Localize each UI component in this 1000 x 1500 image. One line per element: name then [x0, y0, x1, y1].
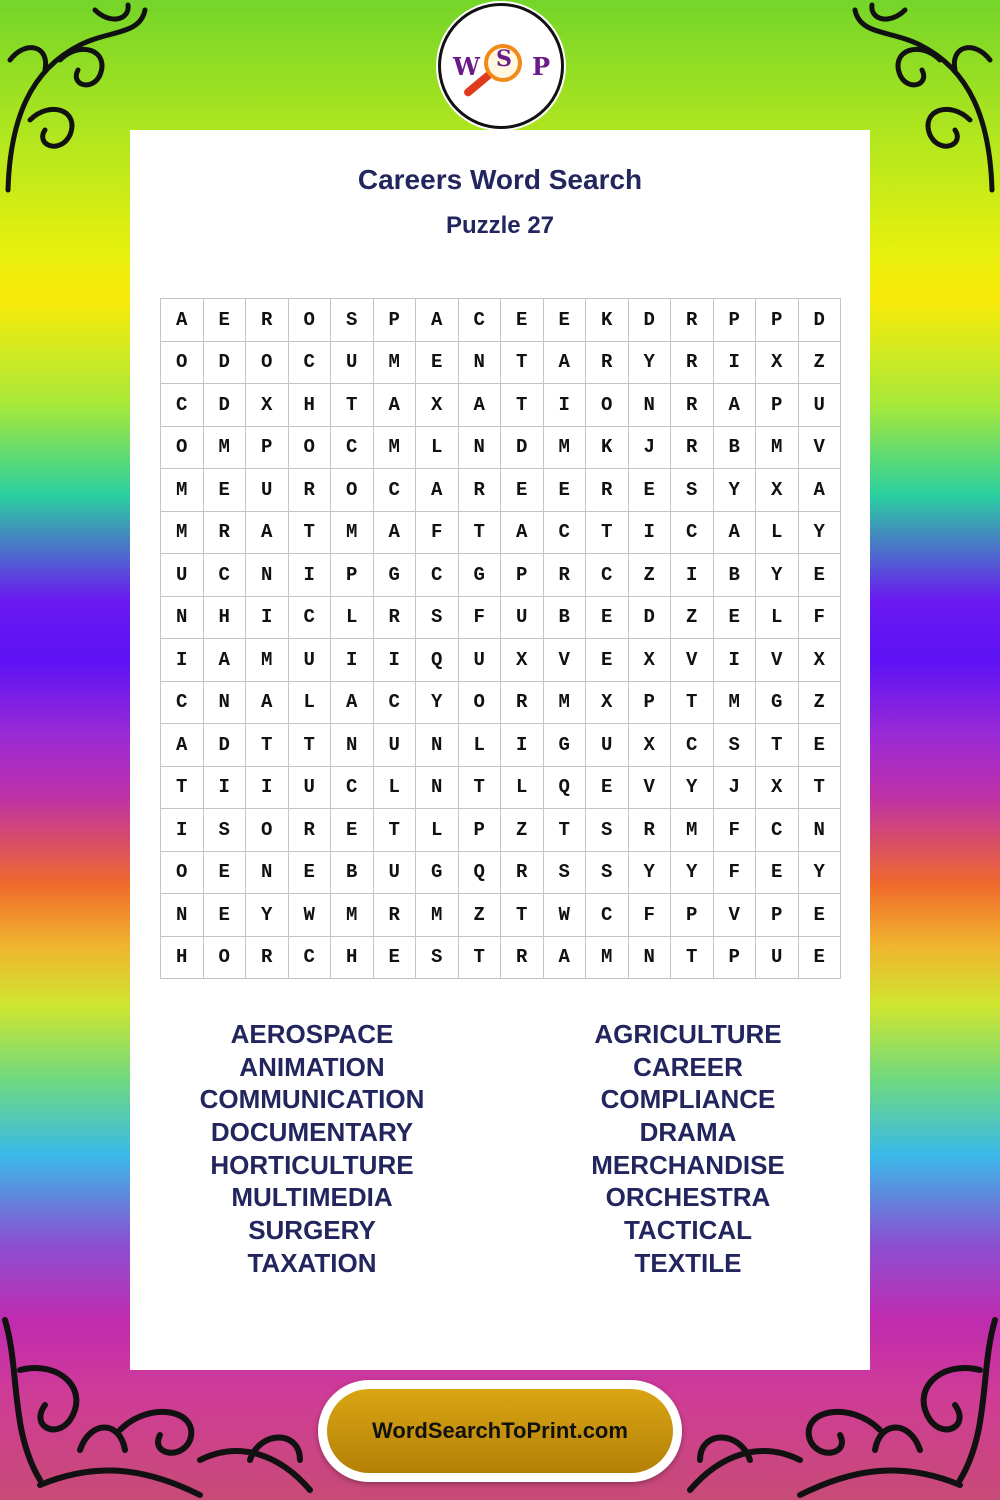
grid-cell[interactable]: S [714, 724, 757, 767]
grid-cell[interactable]: G [374, 554, 417, 597]
grid-cell[interactable]: E [501, 469, 544, 512]
grid-cell[interactable]: T [501, 342, 544, 385]
grid-cell[interactable]: A [161, 299, 204, 342]
grid-cell[interactable]: X [586, 682, 629, 725]
grid-cell[interactable]: F [459, 597, 502, 640]
website-link-label: WordSearchToPrint.com [327, 1389, 673, 1473]
grid-cell[interactable]: D [629, 299, 672, 342]
grid-cell[interactable]: P [756, 894, 799, 937]
grid-cell[interactable]: H [204, 597, 247, 640]
grid-cell[interactable]: E [714, 597, 757, 640]
grid-cell[interactable]: C [289, 342, 332, 385]
word-list-item: TEXTILE [634, 1247, 742, 1278]
logo-letter-s: S [496, 46, 512, 72]
grid-cell[interactable]: M [246, 639, 289, 682]
grid-cell[interactable]: P [374, 299, 417, 342]
grid-cell[interactable]: I [501, 724, 544, 767]
grid-cell[interactable]: N [246, 852, 289, 895]
grid-cell[interactable]: E [204, 469, 247, 512]
grid-cell[interactable]: R [629, 809, 672, 852]
grid-cell[interactable]: C [374, 682, 417, 725]
grid-cell[interactable]: D [799, 299, 842, 342]
grid-cell[interactable]: N [416, 724, 459, 767]
grid-cell[interactable]: W [289, 894, 332, 937]
grid-cell[interactable]: Y [671, 767, 714, 810]
grid-cell[interactable]: T [331, 384, 374, 427]
grid-cell[interactable]: Y [629, 852, 672, 895]
grid-cell[interactable]: S [331, 299, 374, 342]
grid-cell[interactable]: F [714, 809, 757, 852]
grid-cell[interactable]: U [756, 937, 799, 980]
grid-cell[interactable]: N [799, 809, 842, 852]
grid-cell[interactable]: E [204, 299, 247, 342]
grid-cell[interactable]: C [374, 469, 417, 512]
grid-cell[interactable]: N [629, 384, 672, 427]
grid-cell[interactable]: V [714, 894, 757, 937]
grid-cell[interactable]: O [289, 299, 332, 342]
grid-cell[interactable]: A [374, 384, 417, 427]
grid-cell[interactable]: C [544, 512, 587, 555]
grid-cell[interactable]: O [246, 342, 289, 385]
grid-cell[interactable]: Y [671, 852, 714, 895]
grid-cell[interactable]: N [161, 894, 204, 937]
grid-cell[interactable]: M [331, 894, 374, 937]
grid-cell[interactable]: T [671, 682, 714, 725]
grid-cell[interactable]: R [671, 299, 714, 342]
grid-cell[interactable]: X [799, 639, 842, 682]
grid-cell[interactable]: M [204, 427, 247, 470]
puzzle-panel [130, 130, 870, 1370]
grid-cell[interactable]: M [756, 427, 799, 470]
grid-cell[interactable]: D [204, 724, 247, 767]
grid-cell[interactable]: A [416, 469, 459, 512]
grid-cell[interactable]: L [756, 597, 799, 640]
grid-cell[interactable]: I [161, 809, 204, 852]
grid-cell[interactable]: N [331, 724, 374, 767]
grid-cell[interactable]: E [416, 342, 459, 385]
grid-cell[interactable]: L [756, 512, 799, 555]
grid-cell[interactable]: M [586, 937, 629, 980]
grid-cell[interactable]: E [204, 852, 247, 895]
grid-cell[interactable]: E [756, 852, 799, 895]
grid-cell[interactable]: Y [629, 342, 672, 385]
grid-cell[interactable]: P [671, 894, 714, 937]
grid-cell[interactable]: T [544, 809, 587, 852]
grid-cell[interactable]: M [416, 894, 459, 937]
grid-cell[interactable]: M [374, 427, 417, 470]
grid-cell[interactable]: A [714, 512, 757, 555]
grid-cell[interactable]: E [799, 937, 842, 980]
grid-cell[interactable]: S [586, 852, 629, 895]
grid-cell[interactable]: E [501, 299, 544, 342]
corner-ornament-top-right [850, 0, 1000, 200]
website-link-button[interactable] [318, 1380, 682, 1482]
grid-cell[interactable]: H [289, 384, 332, 427]
grid-cell[interactable]: E [799, 894, 842, 937]
grid-cell[interactable]: Q [459, 852, 502, 895]
grid-cell[interactable]: C [331, 767, 374, 810]
grid-cell[interactable]: R [501, 682, 544, 725]
grid-cell[interactable]: W [544, 894, 587, 937]
grid-cell[interactable]: T [289, 512, 332, 555]
grid-cell[interactable]: P [714, 299, 757, 342]
grid-cell[interactable]: S [586, 809, 629, 852]
grid-cell[interactable]: I [629, 512, 672, 555]
grid-cell[interactable]: I [714, 342, 757, 385]
grid-cell[interactable]: P [629, 682, 672, 725]
grid-cell[interactable]: S [671, 469, 714, 512]
grid-cell[interactable]: M [544, 682, 587, 725]
grid-cell[interactable]: R [374, 597, 417, 640]
grid-cell[interactable]: T [501, 384, 544, 427]
grid-cell[interactable]: A [204, 639, 247, 682]
grid-cell[interactable]: E [586, 597, 629, 640]
grid-cell[interactable]: N [161, 597, 204, 640]
word-list-item: SURGERY [248, 1215, 376, 1246]
grid-cell[interactable]: R [246, 937, 289, 980]
grid-cell[interactable]: A [459, 384, 502, 427]
grid-cell[interactable]: U [289, 639, 332, 682]
grid-cell[interactable]: R [289, 469, 332, 512]
grid-cell[interactable]: A [714, 384, 757, 427]
grid-cell[interactable]: N [204, 682, 247, 725]
word-list-item: TACTICAL [623, 1215, 753, 1246]
grid-cell[interactable]: R [374, 894, 417, 937]
grid-cell[interactable]: N [459, 427, 502, 470]
grid-cell[interactable]: E [799, 554, 842, 597]
grid-cell[interactable]: O [459, 682, 502, 725]
grid-cell[interactable]: Z [671, 597, 714, 640]
grid-cell[interactable]: J [629, 427, 672, 470]
grid-cell[interactable]: E [544, 469, 587, 512]
word-list-item: MERCHANDISE [591, 1149, 785, 1180]
grid-cell[interactable]: X [629, 639, 672, 682]
word-list-item: ANIMATION [239, 1051, 385, 1082]
grid-cell[interactable]: I [246, 597, 289, 640]
grid-cell[interactable]: T [246, 724, 289, 767]
grid-cell[interactable]: X [756, 469, 799, 512]
grid-cell[interactable]: O [246, 809, 289, 852]
grid-cell[interactable]: C [289, 597, 332, 640]
grid-cell[interactable]: T [459, 937, 502, 980]
grid-cell[interactable]: E [544, 299, 587, 342]
grid-cell[interactable]: L [459, 724, 502, 767]
grid-cell[interactable]: Z [799, 682, 842, 725]
grid-cell[interactable]: T [671, 937, 714, 980]
grid-cell[interactable]: A [374, 512, 417, 555]
grid-cell[interactable]: P [459, 809, 502, 852]
grid-cell[interactable]: U [161, 554, 204, 597]
grid-cell[interactable]: C [671, 512, 714, 555]
grid-cell[interactable]: C [161, 384, 204, 427]
grid-cell[interactable]: T [459, 512, 502, 555]
grid-cell[interactable]: V [799, 427, 842, 470]
grid-cell[interactable]: O [161, 342, 204, 385]
grid-cell[interactable]: G [756, 682, 799, 725]
logo-letter-p: P [532, 52, 551, 81]
grid-cell[interactable]: O [586, 384, 629, 427]
grid-cell[interactable]: M [331, 512, 374, 555]
grid-cell[interactable]: B [714, 427, 757, 470]
grid-cell[interactable]: I [246, 767, 289, 810]
grid-cell[interactable]: T [586, 512, 629, 555]
puzzle-subtitle: Puzzle 27 [445, 212, 555, 239]
grid-cell[interactable]: P [331, 554, 374, 597]
grid-cell[interactable]: L [501, 767, 544, 810]
grid-cell[interactable]: V [629, 767, 672, 810]
word-list-item: TAXATION [247, 1247, 377, 1278]
grid-cell[interactable]: D [629, 597, 672, 640]
grid-cell[interactable]: J [714, 767, 757, 810]
grid-cell[interactable]: P [246, 427, 289, 470]
grid-cell[interactable]: A [799, 469, 842, 512]
grid-cell[interactable]: K [586, 299, 629, 342]
site-logo[interactable] [438, 3, 564, 129]
grid-cell[interactable]: O [161, 852, 204, 895]
grid-cell[interactable]: E [586, 767, 629, 810]
grid-cell[interactable]: B [544, 597, 587, 640]
grid-cell[interactable]: Y [714, 469, 757, 512]
grid-cell[interactable]: A [246, 682, 289, 725]
grid-cell[interactable]: D [204, 384, 247, 427]
grid-cell[interactable]: Y [416, 682, 459, 725]
grid-cell[interactable]: Q [416, 639, 459, 682]
grid-cell[interactable]: L [374, 767, 417, 810]
grid-cell[interactable]: B [714, 554, 757, 597]
grid-cell[interactable]: M [544, 427, 587, 470]
grid-cell[interactable]: C [289, 937, 332, 980]
grid-cell[interactable]: I [331, 639, 374, 682]
grid-cell[interactable]: X [756, 767, 799, 810]
grid-cell[interactable]: C [671, 724, 714, 767]
grid-cell[interactable]: Q [544, 767, 587, 810]
grid-cell[interactable]: N [459, 342, 502, 385]
grid-cell[interactable]: U [799, 384, 842, 427]
logo-letter-w: W [453, 52, 480, 81]
grid-cell[interactable]: N [246, 554, 289, 597]
grid-cell[interactable]: E [204, 894, 247, 937]
grid-cell[interactable]: A [544, 937, 587, 980]
grid-cell[interactable]: C [416, 554, 459, 597]
grid-cell[interactable]: M [671, 809, 714, 852]
grid-cell[interactable]: U [374, 852, 417, 895]
grid-cell[interactable]: E [289, 852, 332, 895]
grid-cell[interactable]: L [416, 427, 459, 470]
grid-cell[interactable]: O [204, 937, 247, 980]
grid-cell[interactable]: V [671, 639, 714, 682]
word-list-item: HORTICULTURE [210, 1149, 414, 1180]
grid-cell[interactable]: X [416, 384, 459, 427]
grid-cell[interactable]: T [161, 767, 204, 810]
word-list-item: MULTIMEDIA [231, 1182, 393, 1213]
grid-cell[interactable]: C [586, 894, 629, 937]
word-list-left [132, 1018, 492, 1280]
grid-cell[interactable]: F [799, 597, 842, 640]
grid-cell[interactable]: I [289, 554, 332, 597]
grid-cell[interactable]: R [671, 427, 714, 470]
grid-cell[interactable]: E [586, 639, 629, 682]
grid-cell[interactable]: F [714, 852, 757, 895]
grid-cell[interactable]: V [544, 639, 587, 682]
grid-cell[interactable]: M [714, 682, 757, 725]
grid-cell[interactable]: M [161, 469, 204, 512]
grid-cell[interactable]: G [416, 852, 459, 895]
grid-cell[interactable]: E [629, 469, 672, 512]
grid-cell[interactable]: G [544, 724, 587, 767]
grid-cell[interactable]: L [289, 682, 332, 725]
grid-cell[interactable]: R [459, 469, 502, 512]
grid-cell[interactable]: I [161, 639, 204, 682]
grid-cell[interactable]: I [544, 384, 587, 427]
word-list-right [508, 1018, 868, 1280]
grid-cell[interactable]: R [501, 852, 544, 895]
letter-grid [160, 298, 841, 979]
grid-cell[interactable]: Y [246, 894, 289, 937]
grid-cell[interactable]: I [671, 554, 714, 597]
grid-cell[interactable]: S [204, 809, 247, 852]
puzzle-title: Careers Word Search [357, 164, 643, 195]
grid-cell[interactable]: L [416, 809, 459, 852]
grid-cell[interactable]: P [756, 384, 799, 427]
grid-cell[interactable]: R [671, 384, 714, 427]
grid-cell[interactable]: D [204, 342, 247, 385]
grid-cell[interactable]: V [756, 639, 799, 682]
grid-cell[interactable]: I [374, 639, 417, 682]
word-list-item: AGRICULTURE [594, 1019, 782, 1049]
grid-cell[interactable]: C [204, 554, 247, 597]
grid-cell[interactable]: U [246, 469, 289, 512]
grid-cell[interactable]: G [459, 554, 502, 597]
grid-cell[interactable]: U [374, 724, 417, 767]
grid-cell[interactable]: R [289, 809, 332, 852]
grid-cell[interactable]: H [161, 937, 204, 980]
grid-cell[interactable]: I [714, 639, 757, 682]
grid-cell[interactable]: E [799, 724, 842, 767]
grid-cell[interactable]: X [629, 724, 672, 767]
word-list-item: AEROSPACE [230, 1019, 394, 1049]
grid-cell[interactable]: U [331, 342, 374, 385]
word-list-item: COMMUNICATION [199, 1084, 425, 1115]
grid-cell[interactable]: U [459, 639, 502, 682]
grid-cell[interactable]: X [501, 639, 544, 682]
grid-cell[interactable]: T [756, 724, 799, 767]
grid-cell[interactable]: K [586, 427, 629, 470]
grid-cell[interactable]: C [161, 682, 204, 725]
grid-cell[interactable]: F [629, 894, 672, 937]
grid-cell[interactable]: Z [459, 894, 502, 937]
grid-cell[interactable]: A [416, 299, 459, 342]
grid-cell[interactable]: C [331, 427, 374, 470]
grid-cell[interactable]: S [416, 597, 459, 640]
grid-cell[interactable]: M [161, 512, 204, 555]
grid-cell[interactable]: A [331, 682, 374, 725]
grid-cell[interactable]: P [756, 299, 799, 342]
grid-cell[interactable]: S [544, 852, 587, 895]
grid-cell[interactable]: R [586, 342, 629, 385]
word-list-item: DRAMA [639, 1117, 737, 1148]
grid-cell[interactable]: H [331, 937, 374, 980]
grid-cell[interactable]: O [161, 427, 204, 470]
grid-cell[interactable]: X [246, 384, 289, 427]
grid-cell[interactable]: A [246, 512, 289, 555]
grid-cell[interactable]: C [459, 299, 502, 342]
grid-cell[interactable]: B [331, 852, 374, 895]
grid-cell[interactable]: L [331, 597, 374, 640]
grid-cell[interactable]: T [501, 894, 544, 937]
grid-cell[interactable]: P [714, 937, 757, 980]
grid-cell[interactable]: Z [629, 554, 672, 597]
grid-cell[interactable]: P [501, 554, 544, 597]
grid-cell[interactable]: C [586, 554, 629, 597]
grid-cell[interactable]: C [756, 809, 799, 852]
grid-cell[interactable]: O [331, 469, 374, 512]
grid-cell[interactable]: R [204, 512, 247, 555]
word-list-item: CAREER [633, 1051, 743, 1082]
grid-cell[interactable]: Y [799, 512, 842, 555]
grid-cell[interactable]: Y [799, 852, 842, 895]
grid-cell[interactable]: O [289, 427, 332, 470]
grid-cell[interactable]: U [586, 724, 629, 767]
grid-cell[interactable]: E [374, 937, 417, 980]
grid-cell[interactable]: A [544, 342, 587, 385]
grid-cell[interactable]: R [586, 469, 629, 512]
grid-cell[interactable]: N [416, 767, 459, 810]
grid-cell[interactable]: A [161, 724, 204, 767]
grid-cell[interactable]: M [374, 342, 417, 385]
grid-cell[interactable]: N [629, 937, 672, 980]
word-list-item: COMPLIANCE [600, 1084, 776, 1115]
grid-cell[interactable]: T [799, 767, 842, 810]
grid-cell[interactable]: A [501, 512, 544, 555]
grid-cell[interactable]: U [289, 767, 332, 810]
grid-cell[interactable]: E [331, 809, 374, 852]
grid-cell[interactable]: S [416, 937, 459, 980]
grid-cell[interactable]: U [501, 597, 544, 640]
grid-cell[interactable]: I [204, 767, 247, 810]
grid-cell[interactable]: X [756, 342, 799, 385]
grid-cell[interactable]: F [416, 512, 459, 555]
word-list-item: DOCUMENTARY [210, 1117, 414, 1148]
grid-cell[interactable]: Z [799, 342, 842, 385]
grid-cell[interactable]: R [671, 342, 714, 385]
grid-cell[interactable]: R [501, 937, 544, 980]
grid-cell[interactable]: D [501, 427, 544, 470]
grid-cell[interactable]: Y [756, 554, 799, 597]
word-list-item: ORCHESTRA [605, 1182, 771, 1213]
grid-cell[interactable]: T [459, 767, 502, 810]
grid-cell[interactable]: Z [501, 809, 544, 852]
grid-cell[interactable]: R [246, 299, 289, 342]
grid-cell[interactable]: T [289, 724, 332, 767]
corner-ornament-top-left [0, 0, 150, 200]
grid-cell[interactable]: T [374, 809, 417, 852]
grid-cell[interactable]: R [544, 554, 587, 597]
